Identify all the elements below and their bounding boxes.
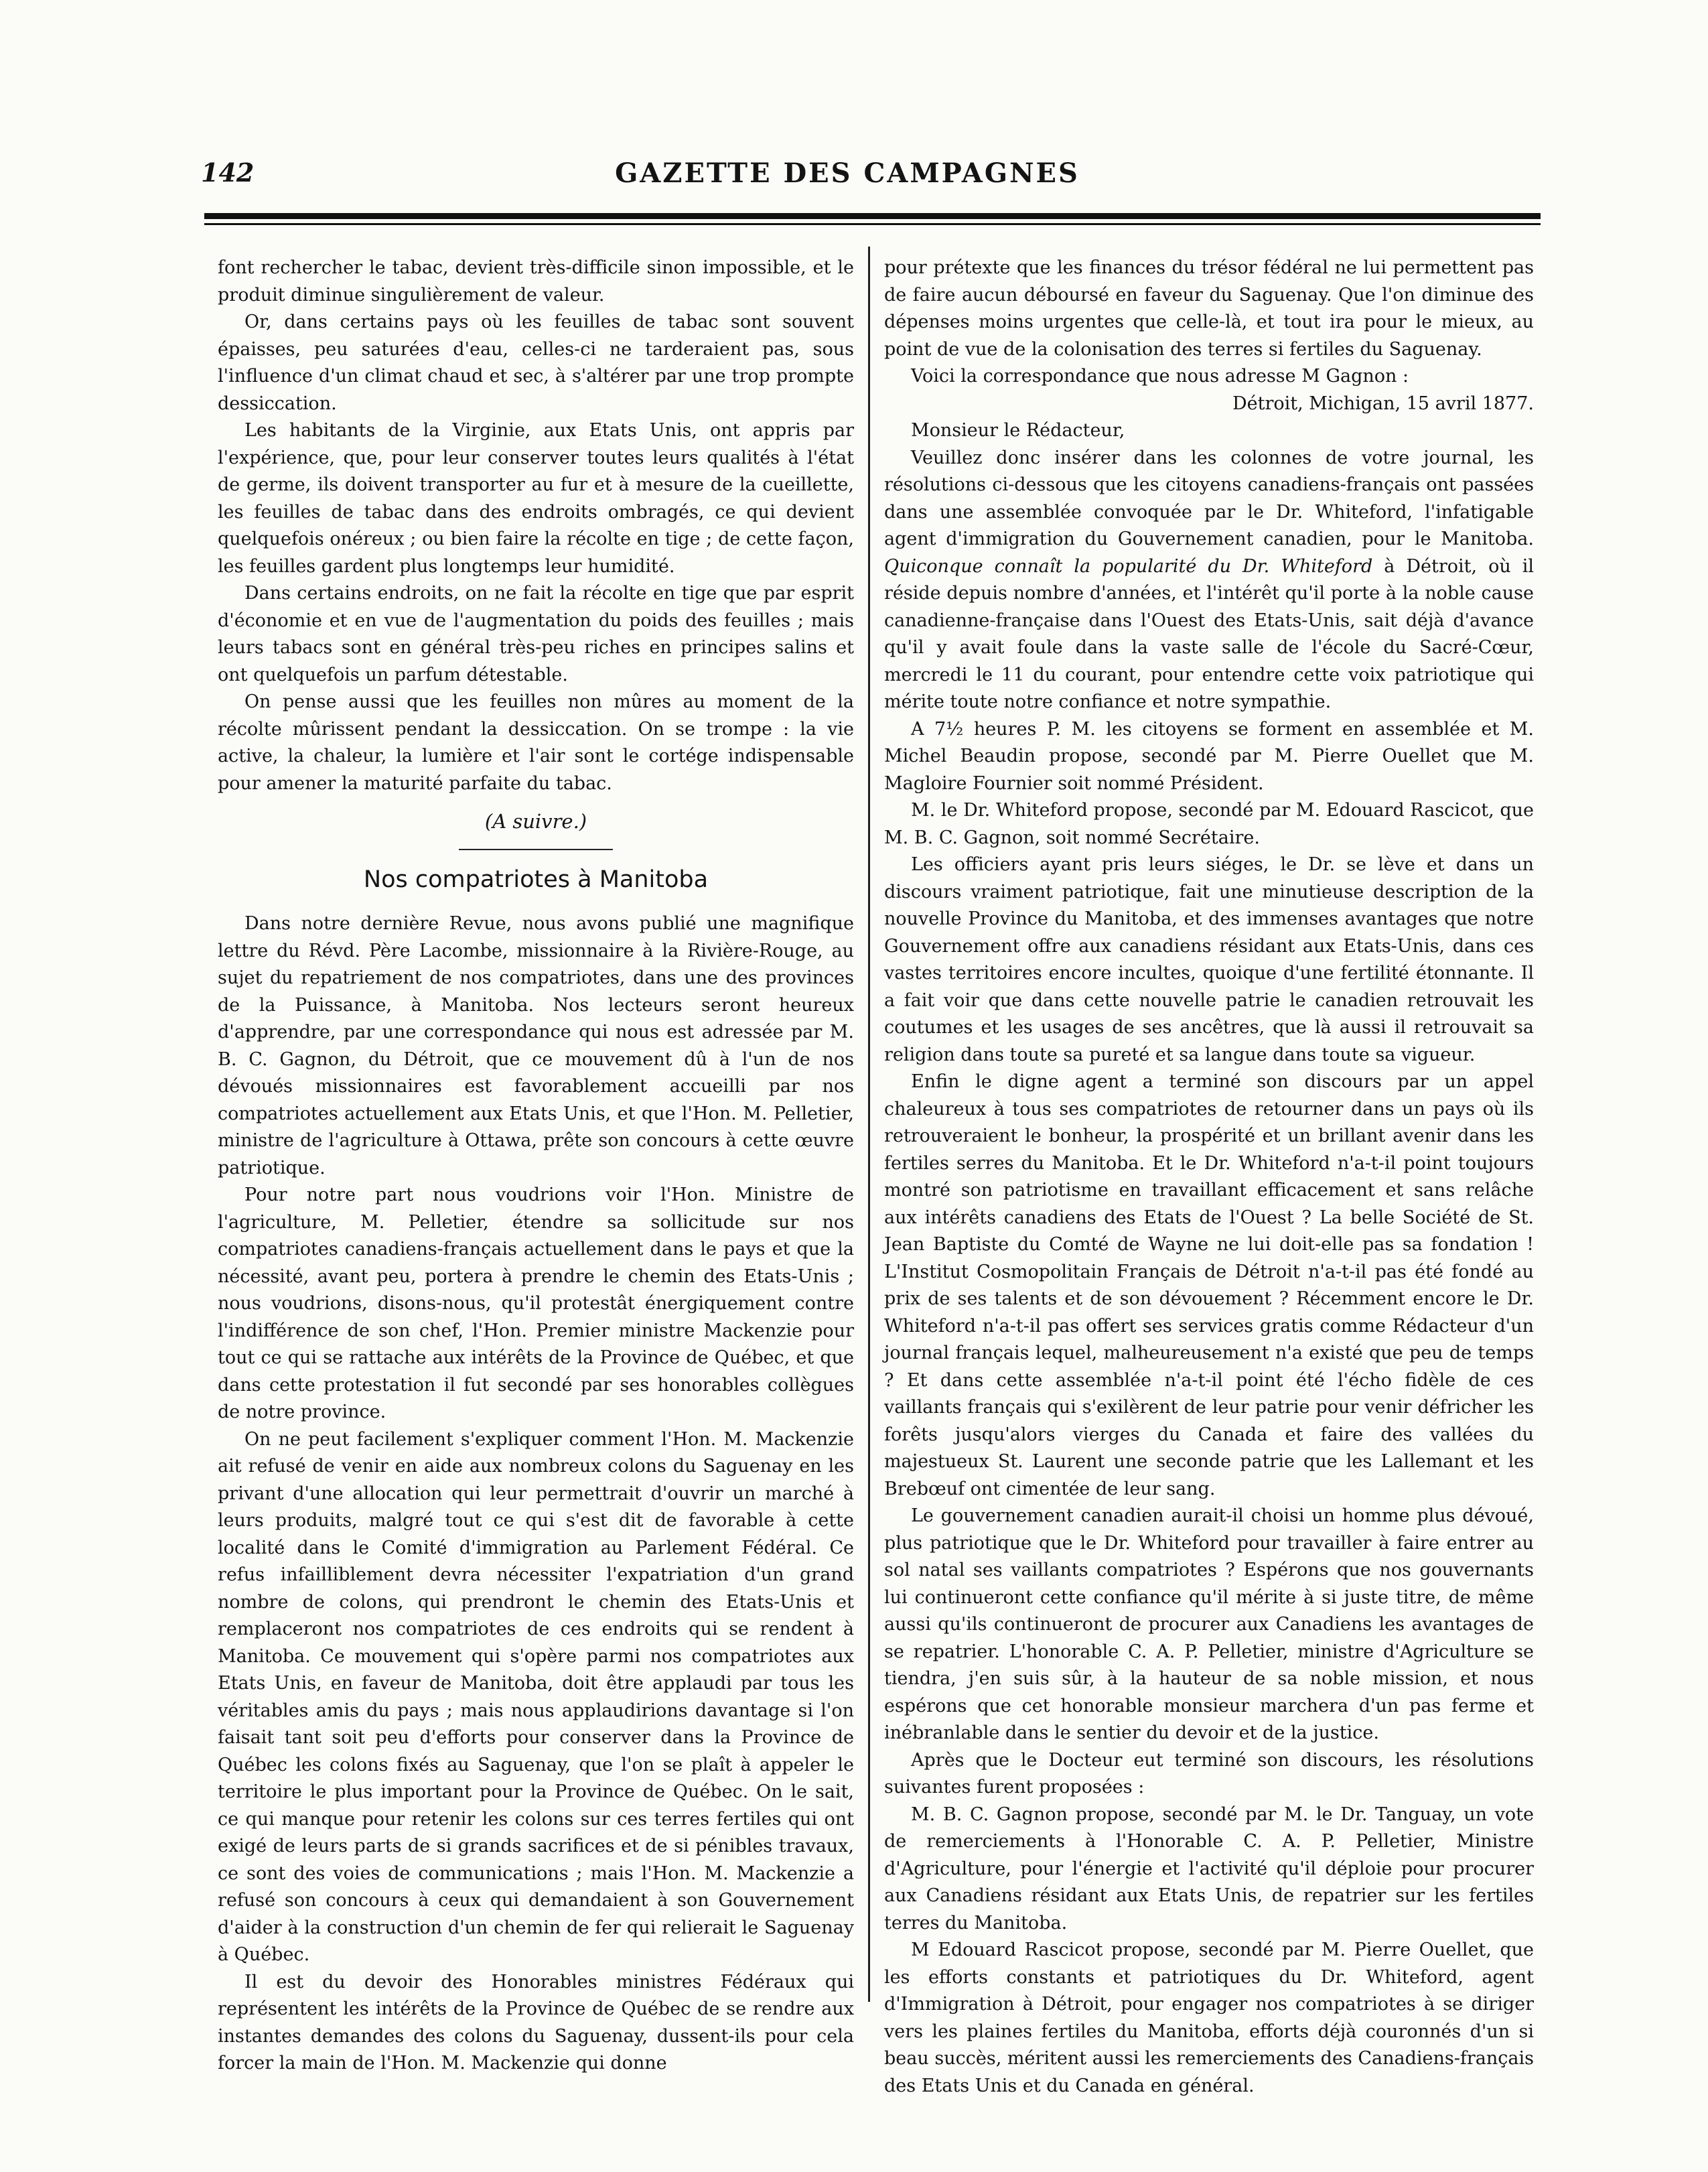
right-column (884, 255, 1534, 2100)
paragraph: Le gouvernement canadien aurait-il choisi un homme plus dévoué, plus patriotique que le Dr. Whiteford pour travailler à faire entrer au sol natal ses vaillants compatriotes ? Espérons que nos gouvernants lui continueront cette confiance qu'il mérite à si juste titre, de même aussi qu'ils continueront de procurer aux Canadiens les avantages de se repatrier. L'honorable C. A. P. Pelletier, ministre d'Agriculture se tiendra, j'en suis sûr, à la hauteur de sa noble mission, et nous espérons que cet honorable monsieur marchera d'un pas ferme et inébranlable dans le sentier du devoir et de la justice. (884, 1505, 1534, 1743)
paragraph: Voici la correspondance que nous adresse M Gagnon : (911, 366, 1409, 387)
paragraph: Pour notre part nous voudrions voir l'Hon. Ministre de l'agriculture, M. Pelletier, étendre sa sollicitude sur nos compatriotes canadiens-français actuellement dans le pays et que la nécessité, avant peu, portera à prendre le chemin des Etats-Unis ; nous voudrions, disons-nous, qu'il protestât énergiquement contre l'indifférence de son chef, l'Hon. Premier ministre Mackenzie pour tout ce qui se rattache aux intérêts de la Province de Québec, et que dans cette protestation il fut secondé par ses honorables collègues de notre province. (218, 1184, 854, 1422)
paragraph: font rechercher le tabac, devient très-difficile sinon impossible, et le produit diminue singulièrement de valeur. (218, 257, 854, 306)
paragraph-italic-text: Quiconque connaît la popularité du Dr. Whiteford (884, 555, 1373, 577)
paragraph: Enfin le digne agent a terminé son discours par un appel chaleureux à tous ses compatriotes de retourner dans un pays où ils retrouveraient le bonheur, la prospérité et un brillant avenir dans les fertiles serres du Manitoba. Et le Dr. Whiteford n'a-t-il point toujours montré son patriotisme en travaillant efficacement et sans relâche aux intérêts canadiens des Etats de l'Ouest ? La belle Société de St. Jean Baptiste du Comté de Wayne ne lui doit-elle pas sa fondation ! L'Institut Cosmopolitain Français de Détroit n'a-t-il pas été fondé au prix de ses talents et de son dévouement ? Récemment encore le Dr. Whiteford n'a-t-il pas offert ses services gratis comme Rédacteur d'un journal français lequel, malheureusement n'a existé que peu de temps ? Et dans cette assemblée n'a-t-il point été l'écho fidèle de ces vaillants français qui s'exilèrent de leur patrie pour venir défricher les forêts jusqu'alors vierges du Canada et faire des vallées du majestueux St. Laurent une seconde patrie que les Lallemant et les Brebœuf ont cimentée de leur sang. (884, 1071, 1534, 1499)
article-title: Nos compatriotes à Manitoba (363, 866, 709, 893)
paragraph: Les habitants de la Virginie, aux Etats Unis, ont appris par l'expérience, que, pour leur conserver toutes leurs qualités à l'état de germe, ils doivent transporter au fur et à mesure de la cueillette, les feuilles de tabac dans des endroits ombragés, ce qui devient quelquefois onéreux ; ou bien faire la récolte en tige ; de cette façon, les feuilles gardent plus longtemps leur humidité. (218, 420, 854, 577)
header-rule-thick (204, 213, 1541, 219)
paragraph: Après que le Docteur eut terminé son discours, les résolutions suivantes furent proposées : (884, 1749, 1534, 1797)
paragraph: Dans notre dernière Revue, nous avons publié une magnifique lettre du Révd. Père Lacombe, missionnaire à la Rivière-Rouge, au sujet du repatriement de nos compatriotes, dans une des provinces de la Puissance, à Manitoba. Nos lecteurs seront heureux d'apprendre, par une correspondance qui nous est adressée par M. B. C. Gagnon, du Détroit, que ce mouvement dû à l'un de nos dévoués missionnaires est favorablement accueilli par nos compatriotes actuellement aux Etats Unis, et que l'Hon. M. Pelletier, ministre de l'agriculture à Ottawa, prête son concours à cette œuvre patriotique. (218, 913, 854, 1178)
letter-location-date: Détroit, Michigan, 15 avril 1877. (1232, 393, 1534, 414)
page-header (161, 157, 1534, 198)
paragraph: Il est du devoir des Honorables ministres Fédéraux qui représentent les intérêts de la Province de Québec de se rendre aux instantes demandes des colons du Saguenay, dussent-ils pour cela forcer la main de l'Hon. M. Mackenzie qui donne (218, 1971, 854, 2074)
paragraph: pour prétexte que les finances du trésor fédéral ne lui permettent pas de faire aucun déboursé en faveur du Saguenay. Que l'on diminue des dépenses moins urgentes que celle-là, et tout ira pour le mieux, au point de vue de la colonisation des terres si fertiles du Saguenay. (884, 257, 1534, 360)
paragraph: M Edouard Rascicot propose, secondé par M. Pierre Ouellet, que les efforts constants et patriotiques du Dr. Whiteford, agent d'Immigration à Détroit, pour engager nos compatriotes à se diriger vers les plaines fertiles du Manitoba, efforts déjà couronnés d'un si beau succès, méritent aussi les remerciements des Canadiens-français des Etats Unis et du Canada en général. (884, 1940, 1534, 2096)
paragraph: Dans certains endroits, on ne fait la récolte en tige que par esprit d'économie et en vue de l'augmentation du poids des feuilles ; mais leurs tabacs sont en général très-peu riches en principes salins et ont quelquefois un parfum détestable. (218, 583, 854, 685)
column-divider (868, 247, 870, 2002)
letter-salutation: Monsieur le Rédacteur, (911, 420, 1125, 441)
paragraph: Or, dans certains pays où les feuilles de tabac sont souvent épaisses, peu saturées d'eau, celles-ci ne tarderaient pas, sous l'influence d'un climat chaud et sec, à s'altérer par une trop prompte dessiccation. (218, 312, 854, 414)
paragraph: M. le Dr. Whiteford propose, secondé par M. Edouard Rascicot, que M. B. C. Gagnon, soit nommé Secrétaire. (884, 800, 1534, 848)
paragraph: On pense aussi que les feuilles non mûres au moment de la récolte mûrissent pendant la dessiccation. On se trompe : la vie active, la chaleur, la lumière et l'air sont le cortége indispensable pour amener la maturité parfaite du tabac. (218, 691, 854, 794)
to-be-continued: (A suivre.) (484, 810, 587, 833)
page-number: 142 (201, 157, 255, 188)
paragraph-text: à Détroit, où il réside depuis nombre d'années, et l'intérêt qu'il porte à la noble cause canadienne-française dans l'Ouest des Etats-Unis, sait déjà d'avance qu'il y avait foule dans la vaste salle de l'école du Sacré-Cœur, mercredi le 11 du courant, pour entendre cette voix patriotique qui mérite toute notre confiance et notre sympathie. (884, 555, 1534, 712)
paragraph: A 7½ heures P. M. les citoyens se forment en assemblée et M. Michel Beaudin propose, secondé par M. Pierre Ouellet que M. Magloire Fournier soit nommé Président. (884, 718, 1534, 794)
header-rule-thin (204, 223, 1541, 225)
paragraph (884, 445, 1534, 716)
paragraph: On ne peut facilement s'expliquer comment l'Hon. M. Mackenzie ait refusé de venir en aide aux nombreux colons du Saguenay en les privant d'une allocation qui leur permettrait d'ouvrir un marché à leurs produits, malgré tout ce qui s'est dit de favorable à cette localité dans le Comité d'immigration au Parlement Fédéral. Ce refus infailliblement devra nécessiter l'expatriation d'un grand nombre de colons, qui prendront le chemin des Etats-Unis et remplaceront nos compatriotes de ces endroits qui se rendent à Manitoba. Ce mouvement qui s'opère parmi nos compatriotes aux Etats Unis, en faveur de Manitoba, doit être applaudi par tous les véritables amis du pays ; mais nous applaudirions davantage si l'on faisait tant soit peu d'efforts pour conserver dans la Province de Québec les colons fixés au Saguenay, que l'on se plaît à appeler le territoire le plus important pour la Province de Québec. On le sait, ce qui manque pour retenir les colons sur ces terres fertiles qui ont exigé de leurs parts de si grands sacrifices et de si pénibles travaux, ce sont des voies de communications ; mais l'Hon. M. Mackenzie a refusé son concours à ceux qui demandaient à son Gouvernement d'aider à la construction d'un chemin de fer qui relierait le Saguenay à Québec. (218, 1428, 854, 1965)
section-separator (459, 849, 613, 850)
left-column (218, 255, 854, 2078)
paragraph: Les officiers ayant pris leurs siéges, le Dr. se lève et dans un discours vraiment patriotique, fait une minutieuse description de la nouvelle Province du Manitoba, et des immenses avantages que notre Gouvernement offre aux canadiens résidant aux Etats-Unis, dans ces vastes territoires encore incultes, quoique d'une fertilité étonnante. Il a fait voir que dans cette nouvelle patrie le canadien retrouvait les coutumes et les usages de ses ancêtres, que là aussi il retrouvait sa religion dans toute sa pureté et sa langue dans toute sa vigueur. (884, 854, 1534, 1065)
journal-title: GAZETTE DES CAMPAGNES (615, 157, 1080, 189)
paragraph: M. B. C. Gagnon propose, secondé par M. le Dr. Tanguay, un vote de remerciements à l'Honorable C. A. P. Pelletier, Ministre d'Agriculture, pour l'énergie et l'activité qu'il déploie pour procurer aux Canadiens résidant aux Etats Unis, de repatrier sur les fertiles terres du Manitoba. (884, 1804, 1534, 1933)
paragraph-text: Veuillez donc insérer dans les colonnes de votre journal, les résolutions ci-dessous que les citoyens canadiens-français ont passées dans une assemblée convoquée par le Dr. Whiteford, l'infatigable agent d'immigration du Gouvernement canadien, pour le Manitoba. (884, 447, 1534, 549)
